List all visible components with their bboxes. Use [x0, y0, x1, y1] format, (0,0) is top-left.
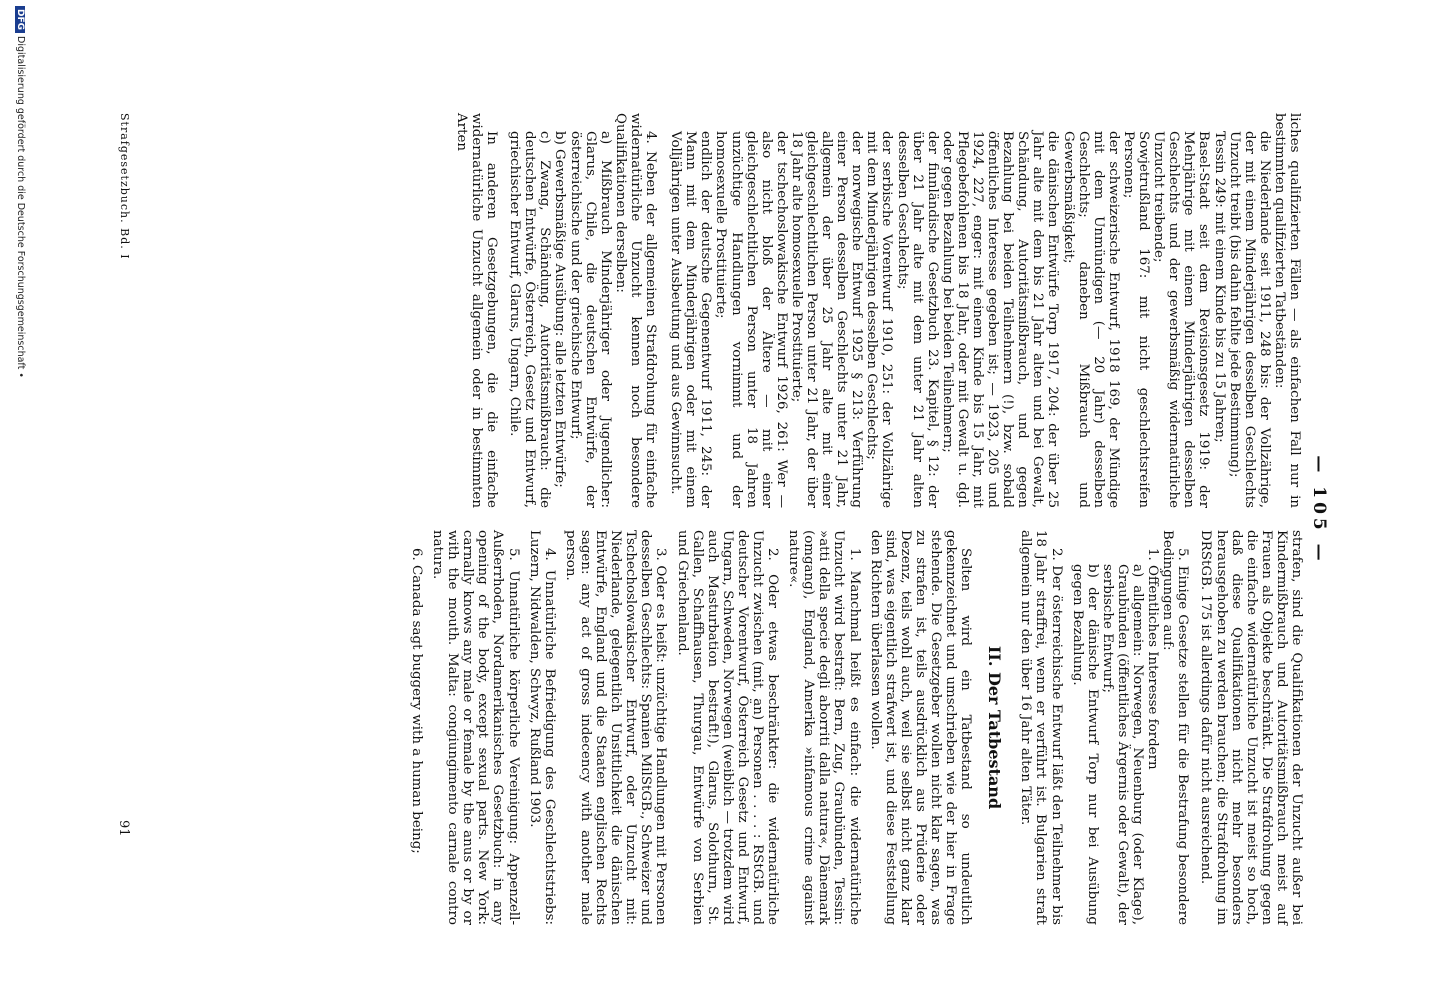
- paragraph: die Niederlande seit 1911, 248 bis: der Vollzährige, der mit einem Minderjährigen desselben Geschlechts Unzucht treibt (bis dahin fehlte jede Bestimmung);: [1226, 131, 1272, 508]
- paragraph: 1. Manchmal heißt es einfach: die widernatürliche Unzucht wird bestraft: Bern, Zug, Graubünden, Tessin: »atti della specie degli aborriti dalla natura«, Dänemark (omgang), England, Amerika »infamous crime against nature«.: [786, 530, 862, 925]
- paragraph: der schweizerische Entwurf, 1918 169, der Mündige mit dem Unmündigen (— 20 Jahr) desselben Geschlechts; daneben Mißbrauch und Gewerbsmäßigkeit;: [1060, 131, 1121, 508]
- right-column: [409, 530, 1304, 925]
- paragraph: endlich der deutsche Gegenentwurf 1911, 245: der Mann mit dem Minderjährigen oder mit einem Volljährigen unter Ausbeutung und aus Gewinnsucht.: [668, 131, 714, 508]
- list-item: b) der dänische Entwurf Torp nur bei Ausübung gegen Bezahlung.: [1069, 564, 1100, 925]
- paragraph: liches qualifizierten Fällen — als einfachen Fall nur in bestimmten qualifizierten Tatbeständen:: [1271, 113, 1302, 508]
- dfg-logo-icon: DFG: [15, 6, 25, 33]
- paragraph: der finnländische Gesetzbuch 23. Kapitel, § 12: der über 21 Jahr alte mit dem unter 21 Jahr alten desselben Geschlechts;: [894, 131, 940, 508]
- paragraph: Tessin 249: mit einem Kinde bis zu 15 Jahren;: [1211, 131, 1227, 443]
- left-column: [454, 113, 1302, 508]
- paragraph: Selten wird ein Tatbestand so undeutlich gekennzeichnet und umschrieben wie der hier in Frage stehende. Die Gesetzgeber wollen nicht klar sagen, was zu strafen ist, teils ausdrücklich aus Prüderie oder Dezenz, teils wohl auch, weil sie selbst nicht ganz klar sind, was eigentlich strafwert ist, und diese Feststellung den Richtern überlassen wollen.: [867, 530, 974, 925]
- list-item: a) allgemein: Norwegen, Neuenburg (oder Klage), Graubünden (öffentliches Ärgernis oder Gewalt), der serbische Entwurf;: [1099, 564, 1146, 925]
- paragraph: 2. Der österreichische Entwurf läßt den Teilnehmer bis 18 Jahr straffrei, wenn er verführt ist. Bulgarien straft allgemein nur den über 16 Jahr alten Täter.: [1018, 530, 1064, 925]
- footer-sheet-number: 91: [116, 820, 131, 837]
- paragraph: 4. Neben der allgemeinen Strafdrohung für einfache widernatürliche Unzucht kennen noch besondere Qualifikationen derselben:: [612, 113, 659, 508]
- paragraph: Basel-Stadt seit dem Revisionsgesetz 1919: der Mehrjährige mit einem Minderjährigen desselben Geschlechts und der gewerbsmäßig widernatürliche Unzucht treibende;: [1151, 131, 1212, 508]
- paragraph: der tschechoslowakische Entwurf 1926, 261: Wer — also nicht bloß der Ältere — mit einer gleichgeschlechtlichen Person unter 18 Jahren unzüchtige Handlungen vornimmt und der homosexuelle Prostituierte;: [713, 131, 789, 508]
- list-item: b) Gewerbsmäßige Ausübung: alle letzten Entwürfe;: [552, 131, 568, 488]
- paragraph: die dänischen Entwürfe Torp 1917, 204: der über 25 Jahr alte mit dem bis 21 Jahr alten und bei Gewalt, Schändung, Autoritätsmißbrauch, und gegen Bezahlung bei beiden Teilnehmern (!), bzw. sobald öffentliches Interesse gegeben ist; — 1923, 205 und 1924, 227, enger: mit einem Kinde bis 15 Jahr, mit Pflegebefohlenen bis 18 Jahr, oder mit Gewalt u. dgl. oder gegen Bezahlung bei beiden Teilnehmern;: [939, 131, 1061, 508]
- list-item: a) Mißbrauch Minderjähriger oder Jugendlicher: Glarus, Chile, die deutschen Entwürfe, der österreichische und der griechische Entwurf;: [567, 131, 613, 508]
- paragraph: strafen, sind die Qualifikationen der Unzucht außer bei Kindermißbrauch und Autoritätsmißbrauch meist auf Frauen als Objekte beschränkt. Die Strafdrohung gegen die einfache widernatürliche Unzucht ist meist so hoch, daß diese Qualifikationen nicht mehr besonders herausgehoben zu werden brauchen; die Strafdrohung im DRStGB. 175 ist allerdings dafür nicht ausreichend.: [1198, 530, 1304, 925]
- paragraph: 3. Oder es heißt: unzüchtige Handlungen mit Personen desselben Geschlechts: Spanien MilStGB., Schweizer und Tschechoslowakischer Entwurf, oder Unzucht mit: Niederlande, gelegentlich Unsittlichkeit die dänischen Entwürfe, England und die Staaten englischen Rechts sagen: any act of gross indecency with another male person.: [562, 530, 669, 925]
- digitization-text: Digitalisierung gefördert durch die Deutsche Forschungsgemeinschaft •: [15, 36, 26, 378]
- list-item: 1. Öffentliches Interesse fordern: [1145, 548, 1161, 770]
- list-item: c) Zwang, Schändung, Autoritätsmißbrauch: die deutschen Entwürfe, Österreich, Gesetz und Entwurf, griechischer Entwurf, Glarus, Ungarn, Chile.: [507, 131, 553, 508]
- digitization-note: [15, 6, 26, 378]
- section-title: II. Der Tatbestand: [985, 645, 1005, 810]
- paragraph: 2. Oder etwas beschränkter: die widernatürliche Unzucht zwischen (mit, an) Personen . . . . : RStGB. und deutscher Vorentwurf, Österreich Gesetz und Entwurf, Ungarn, Schweden, Norwegen (weiblich — trotzdem wird auch Masturbation bestraft!), Glarus, Solothurn, St. Gallen, Schaffhausen, Thurgau, Entwürfe von Serbien und Griechenland.: [674, 530, 781, 925]
- paragraph: 4. Unnatürliche Befriedigung des Geschlechtstriebs: Luzern, Nidwalden, Schwyz, Rußland 1903.: [526, 530, 557, 925]
- paragraph: 6. Canada sagt buggery with a human being;: [409, 548, 425, 854]
- paragraph: der serbische Vorentwurf 1910, 251: der Vollzährige mit dem Minderjährigen desselben Geschlechts;: [864, 131, 895, 508]
- paragraph: 5. Unnatürliche körperliche Vereinigung: Appenzell-Außerrhoden, Nordamerikanisches Gesetzbuch: in any opening of the body, except sexual parts. New York: carnally knows any male or female by the anus or by or with the mouth. Malta: congiungimento carnale contro natura.: [430, 530, 521, 925]
- paragraph: der norwegische Entwurf 1925 § 213: Verführung einer Person desselben Geschlechts unter 21 Jahr, allgemein der über 25 Jahr alte mit einer gleichgeschlechtlichen Person unter 21 Jahr, der über 18 Jahr alte homosexuelle Prostituierte;: [788, 131, 865, 508]
- paragraph: In anderen Gesetzgebungen, die die einfache widernatürliche Unzucht allgemein oder in bestimmten Arten: [453, 113, 500, 508]
- footer-signature: Strafgesetzbuch. Bd. I: [118, 113, 131, 260]
- paragraph: 5. Einige Gesetze stellen für die Bestrafung besondere Bedingungen auf:: [1160, 530, 1191, 925]
- page-number: — 105 —: [1309, 455, 1329, 565]
- paragraph: Sowjetrußland 167: mit nicht geschlechtsreifen Personen;: [1120, 131, 1152, 508]
